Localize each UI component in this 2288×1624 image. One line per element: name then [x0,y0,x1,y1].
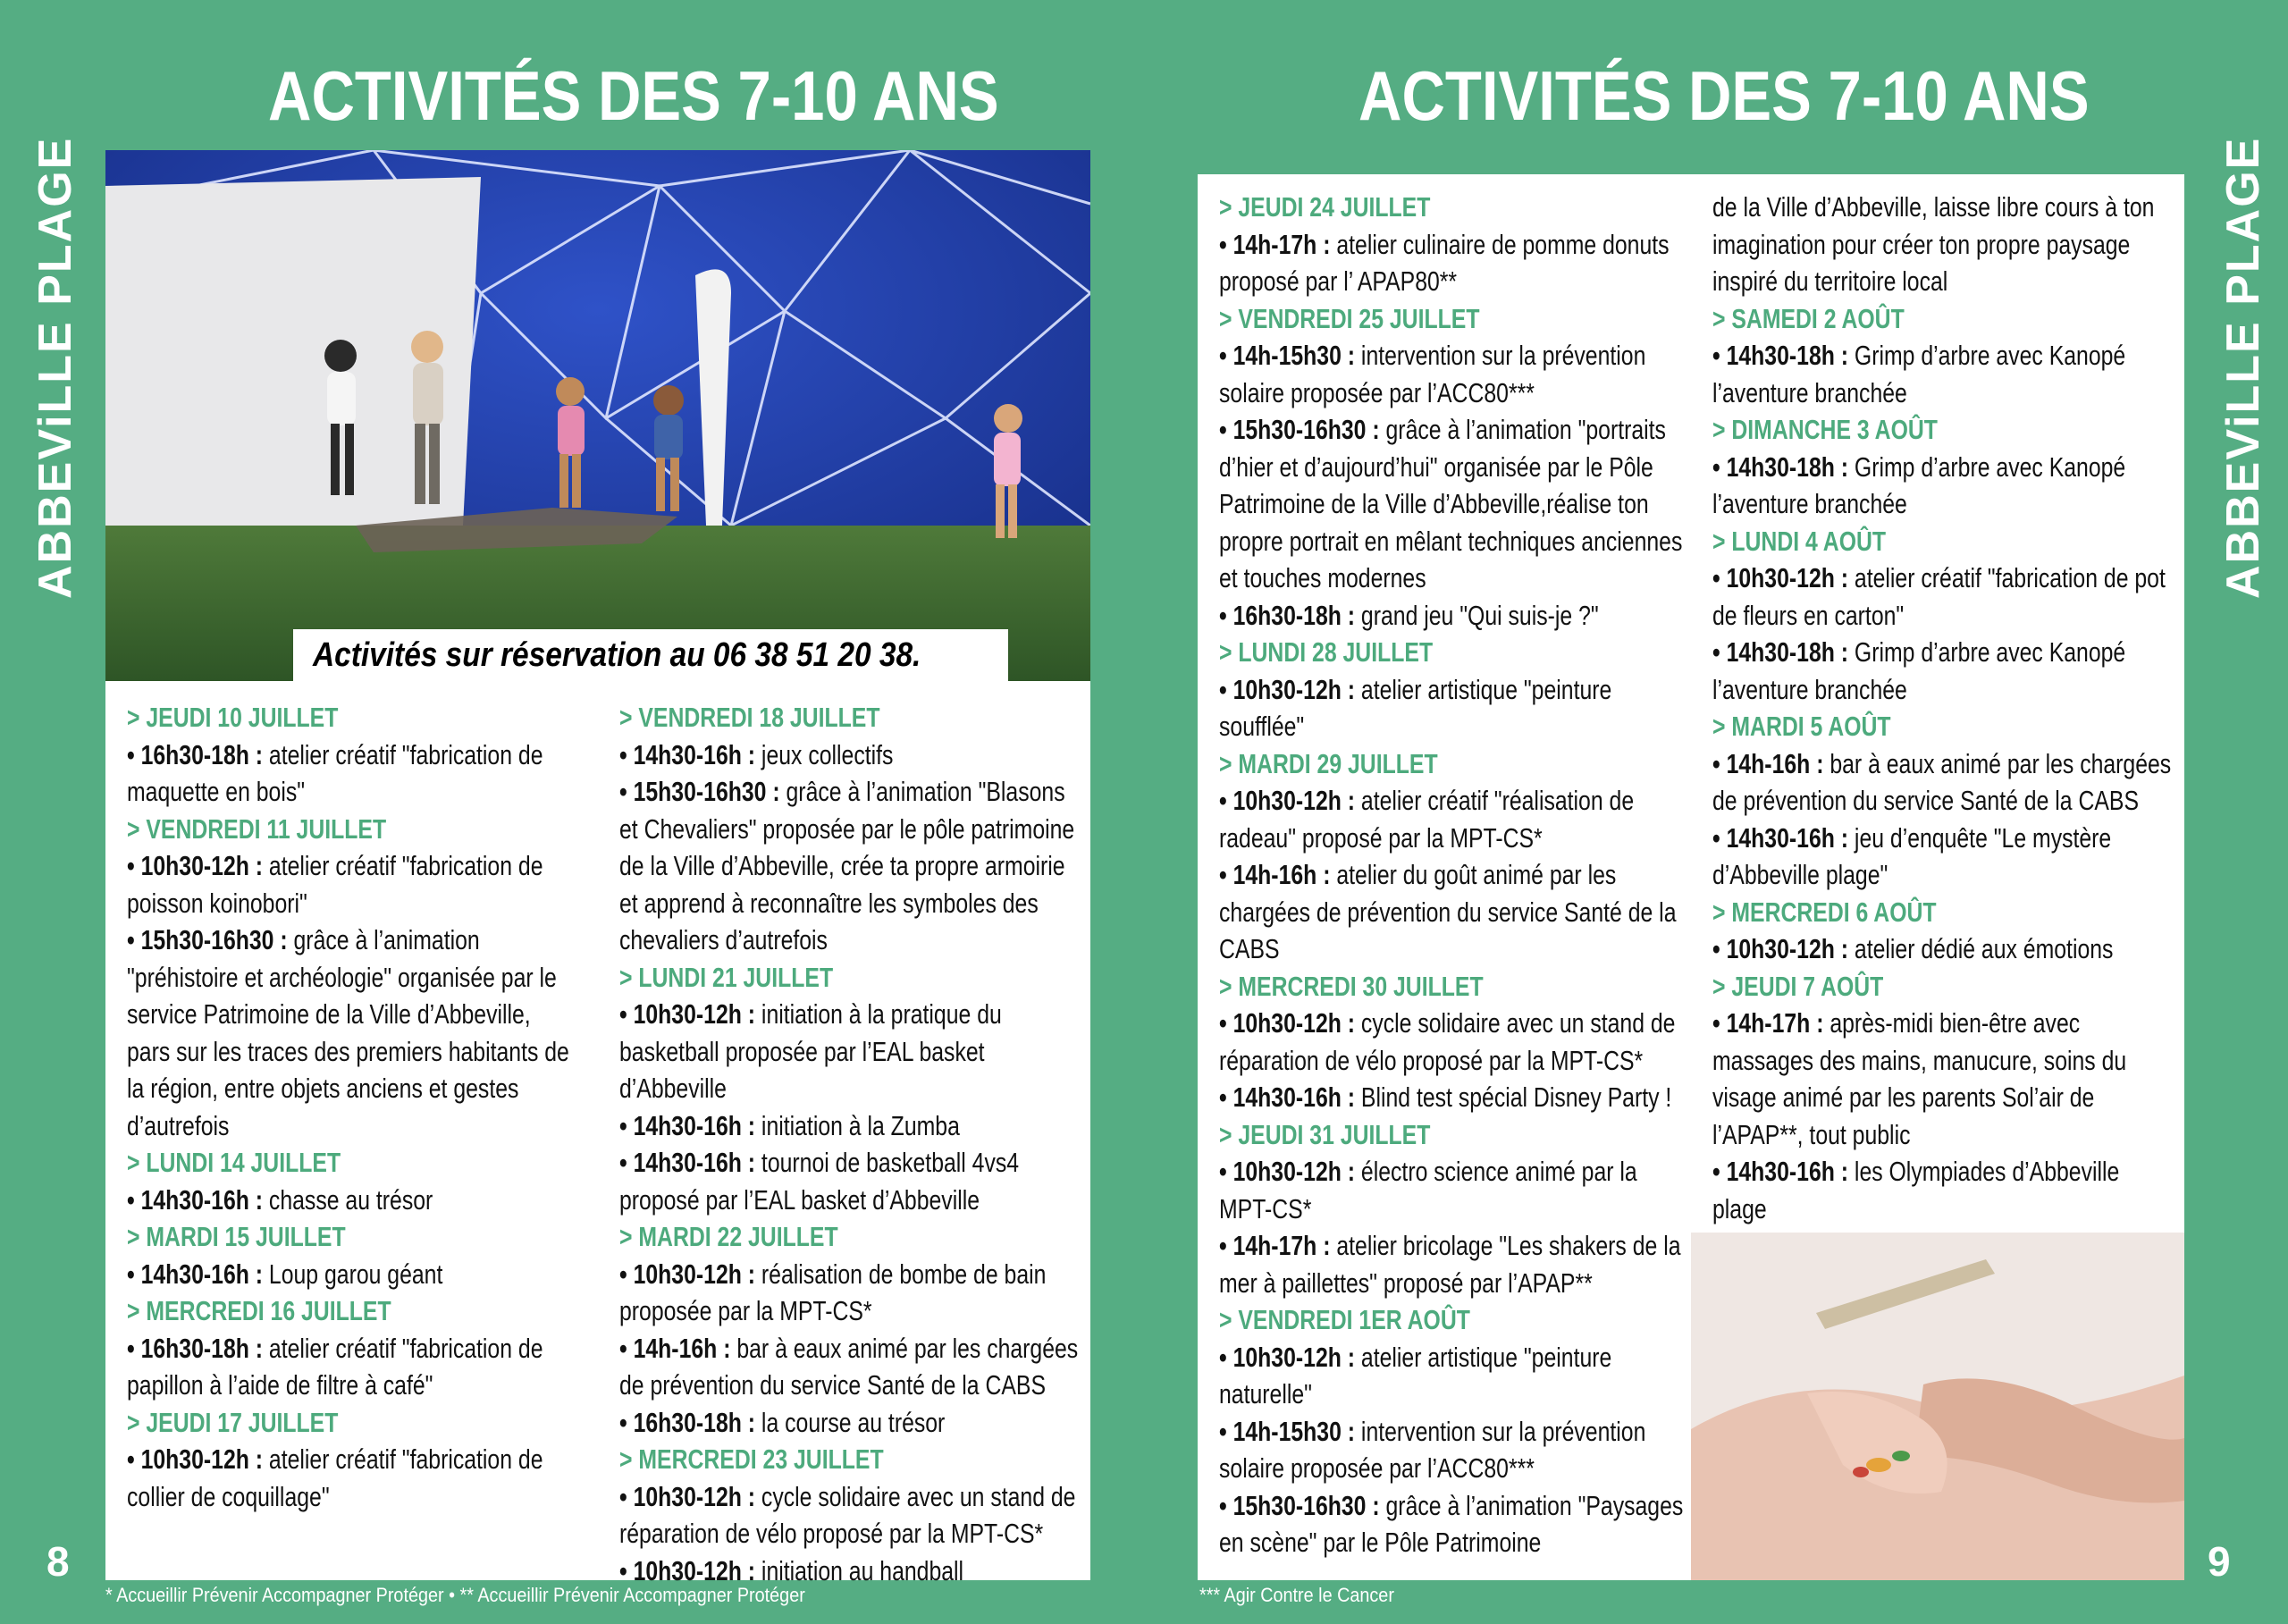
side-label: ABBEViLLE PLAGE [2217,136,2269,599]
day-heading: > MARDI 22 JUILLET [619,1221,838,1252]
activity-time: • 10h30-12h : [1219,1341,1356,1373]
activity-item [619,1144,1084,1218]
dome-photo-illustration [105,150,1090,681]
day-heading: > MERCREDI 30 JUILLET [1219,970,1484,1002]
column-content [619,699,1084,1589]
activity-time: • 10h30-12h : [1219,1007,1356,1039]
activity-item [127,1441,578,1515]
schedule-column-2 [1712,189,2177,1227]
activity-time: • 15h30-16h30 : [127,924,288,955]
activity-item [619,773,1084,959]
activity-time: • 14h30-16h : [619,1147,756,1178]
activity-time: • 10h30-12h : [1712,562,1849,593]
activity-description: Grimp d’arbre avec Kanopé l’aventure branchée [1712,340,2126,408]
activity-description: Blind test spécial Disney Party ! [1355,1081,1672,1113]
activity-description: initiation à la pratique du basketball proposée par l’EAL basket d’Abbeville [619,998,1002,1104]
day-heading: > LUNDI 14 JUILLET [127,1147,341,1178]
activity-description: électro science animé par la MPT-CS* [1219,1156,1637,1224]
activity-item [1219,411,1684,597]
day-heading: > VENDREDI 18 JUILLET [619,702,880,733]
activity-time: • 16h30-18h : [127,738,264,770]
page-title: ACTIVITÉS DES 7-10 ANS [1358,56,2090,135]
activity-description: jeux collectifs [755,738,894,770]
activity-item [127,847,578,921]
activity-description: grâce à l’animation "Paysages en scène" par le Pôle Patrimoine [1219,1489,1684,1558]
activity-time: • 14h30-16h : [127,1258,264,1290]
activity-item [1712,189,2177,300]
activity-time: • 14h-15h30 : [1219,340,1356,371]
activity-item [127,736,578,811]
day-heading: > LUNDI 21 JUILLET [619,961,834,993]
activity-item [1219,1227,1684,1301]
day-heading: > MERCREDI 16 JUILLET [127,1295,391,1326]
day-heading: > LUNDI 28 JUILLET [1219,636,1434,668]
activity-time: • 14h-16h : [1712,747,1824,779]
activity-item [1712,820,2177,894]
column-content [1712,189,2177,1227]
activity-item [1219,782,1684,856]
activity-description: atelier artistique "peinture naturelle" [1219,1341,1612,1409]
activity-time: • 14h-17h : [1712,1007,1824,1039]
activity-time: • 10h30-12h : [1219,785,1356,816]
activity-description: atelier créatif "réalisation de radeau" proposé par la MPT-CS* [1219,785,1635,854]
activity-time: • 14h-17h : [1219,1230,1331,1261]
activity-description: bar à eaux animé par les chargées de prévention du service Santé de la CABS [619,1332,1079,1401]
reservation-banner [293,629,1008,681]
activity-item [619,736,1084,774]
content-panel [105,150,1090,1586]
day-heading: > MERCREDI 23 JUILLET [619,1443,884,1475]
activity-time: • 14h-16h : [619,1332,731,1364]
activity-item [127,921,578,1144]
activity-item [1219,856,1684,968]
schedule-column-1 [1219,189,1684,1561]
activity-time: • 14h-15h30 : [1219,1415,1356,1447]
activity-item [1712,1005,2177,1153]
activity-description: Grimp d’arbre avec Kanopé l’aventure branchée [1712,450,2126,519]
manicure-photo-illustration [1691,1233,2184,1580]
side-label: ABBEViLLE PLAGE [29,136,81,599]
activity-time: • 10h30-12h : [127,1443,264,1475]
activity-description: atelier bricolage "Les shakers de la mer à paillettes" proposé par l’APAP** [1219,1230,1681,1299]
activity-time: • 10h30-12h : [1219,1156,1356,1187]
activity-item [1219,1413,1684,1487]
activity-description: chasse au trésor [263,1183,433,1216]
activity-time: • 14h30-16h : [1219,1081,1356,1113]
activity-item [619,1478,1084,1552]
activity-item [1712,634,2177,708]
activity-time: • 16h30-18h : [1219,599,1356,631]
activity-time: • 14h-17h : [1219,228,1331,260]
activity-description: cycle solidaire avec un stand de réparation de vélo proposé par la MPT-CS* [1219,1007,1676,1076]
activity-description: grand jeu "Qui suis-je ?" [1355,599,1599,631]
activity-time: • 16h30-18h : [127,1332,264,1364]
activity-time: • 15h30-16h30 : [1219,1489,1380,1521]
activity-item [1219,1339,1684,1413]
activity-item [1712,1153,2177,1227]
footnote: * Accueillir Prévenir Accompagner Protéger • ** Accueillir Prévenir Accompagner Protéger [105,1584,805,1606]
activity-description: atelier artistique "peinture soufflée" [1219,673,1612,742]
activity-item [1219,1005,1684,1079]
page-title: ACTIVITÉS DES 7-10 ANS [268,56,999,135]
column-content [127,699,578,1515]
activity-item [1219,597,1684,635]
activity-item [619,1256,1084,1330]
activity-time: • 10h30-12h : [619,1258,756,1290]
activity-item [1712,449,2177,523]
activity-time: • 10h30-12h : [127,850,264,881]
activity-item [619,1404,1084,1442]
activity-time: • 14h30-16h : [619,1109,756,1141]
activity-item [1219,337,1684,411]
activity-item [619,1107,1084,1145]
activity-item [127,1182,578,1219]
activity-description: jeu d’enquête "Le mystère d’Abbeville plage" [1712,821,2112,890]
activity-item [1219,671,1684,745]
activity-time: • 14h30-16h : [619,738,756,770]
activity-description: intervention sur la prévention solaire proposée par l’ACC80*** [1219,340,1646,408]
activity-description: de la Ville d’Abbeville, laisse libre cours à ton imagination pour créer ton propre paysage inspiré du territoire local [1712,191,2155,297]
activity-time: • 14h30-18h : [1712,450,1849,483]
day-heading: > MARDI 29 JUILLET [1219,747,1438,779]
page-number: 8 [46,1538,70,1585]
day-heading: > JEUDI 7 AOÛT [1712,970,1884,1002]
activity-description: grâce à l’animation "préhistoire et archéologie" organisée par le service Patrimoine de la Ville d’Abbeville, pars sur les traces des premiers habitants de la région, entre objets anciens et gestes d’autrefois [127,924,569,1141]
activity-time: • 10h30-12h : [619,998,756,1030]
day-heading: > JEUDI 17 JUILLET [127,1406,339,1438]
activity-description: cycle solidaire avec un stand de réparation de vélo proposé par la MPT-CS* [619,1480,1076,1549]
day-heading: > JEUDI 31 JUILLET [1219,1118,1431,1150]
column-content [1219,189,1684,1561]
day-heading: > VENDREDI 11 JUILLET [127,812,387,845]
right-page [1144,0,2288,1624]
activity-description: tournoi de basketball 4vs4 proposé par l’EAL basket d’Abbeville [619,1147,1020,1216]
activity-description: atelier créatif "fabrication de poisson koinobori" [127,850,543,919]
activity-time: • 14h30-16h : [127,1183,264,1216]
activity-time: • 14h30-18h : [1712,636,1849,668]
activity-description: Loup garou géant [263,1258,443,1290]
activity-description: initiation au handball [755,1554,964,1586]
activity-time: • 10h30-12h : [619,1480,756,1512]
activity-item [1712,560,2177,634]
activity-time: • 10h30-12h : [1712,933,1849,964]
reservation-text: Activités sur réservation au 06 38 51 20 38. [313,636,921,674]
activity-item [1219,1487,1684,1561]
day-heading: > DIMANCHE 3 AOÛT [1712,414,1938,445]
activity-item [1219,1153,1684,1227]
day-heading: > MERCREDI 6 AOÛT [1712,896,1937,928]
activity-description: grâce à l’animation "portraits d’hier et d’aujourd’hui" organisée par le Pôle Patrimoine de la Ville d’Abbeville,réalise ton propre portrait en mêlant techniques anciennes et touches modernes [1219,414,1683,593]
activity-time: • 14h30-16h : [1712,821,1849,854]
day-heading: > LUNDI 4 AOÛT [1712,525,1887,557]
activity-description: bar à eaux animé par les chargées de prévention du service Santé de la CABS [1712,747,2172,816]
activity-time: • 15h30-16h30 : [619,776,780,807]
activity-description: atelier créatif "fabrication de maquette en bois" [127,738,543,807]
activity-time: • 15h30-16h30 : [1219,414,1380,445]
activity-item [127,1256,578,1293]
activity-description: atelier créatif "fabrication de pot de fleurs en carton" [1712,562,2166,631]
activity-time: • 16h30-18h : [619,1406,756,1438]
day-heading: > MARDI 15 JUILLET [127,1221,346,1252]
day-heading: > VENDREDI 1ER AOÛT [1219,1304,1470,1335]
day-heading: > MARDI 5 AOÛT [1712,711,1891,742]
manicure-photo [1691,1233,2184,1580]
activity-description: réalisation de bombe de bain proposée par la MPT-CS* [619,1258,1047,1326]
activity-description: atelier créatif "fabrication de collier de coquillage" [127,1443,543,1512]
activity-description: grâce à l’animation "Blasons et Chevaliers" proposée par le pôle patrimoine de la Ville d’Abbeville, crée ta propre armoirie et apprend à reconnaître les symboles des chevaliers d’autrefois [619,776,1075,955]
schedule-column-2 [619,699,1084,1589]
activity-description: la course au trésor [755,1406,946,1438]
activity-item [127,1330,578,1404]
activity-description: atelier culinaire de pomme donuts proposé par l’ APAP80** [1219,228,1670,297]
activity-time: • 14h-16h : [1219,859,1331,890]
activity-description: intervention sur la prévention solaire proposée par l’ACC80*** [1219,1415,1646,1484]
activity-description: atelier du goût animé par les chargées de prévention du service Santé de la CABS [1219,859,1677,964]
activity-item [619,1330,1084,1404]
activity-item [1712,745,2177,820]
day-heading: > VENDREDI 25 JUILLET [1219,302,1480,334]
activity-description: Grimp d’arbre avec Kanopé l’aventure branchée [1712,636,2126,705]
activity-item [1712,337,2177,411]
activity-item [619,996,1084,1107]
activity-time: • 10h30-12h : [619,1554,756,1586]
activity-description: atelier créatif "fabrication de papillon à l’aide de filtre à café" [127,1332,543,1401]
day-heading: > JEUDI 24 JUILLET [1219,191,1431,223]
dome-photo [105,150,1090,681]
activity-description: initiation à la Zumba [755,1109,960,1141]
activity-item [1712,930,2177,968]
day-heading: > SAMEDI 2 AOÛT [1712,302,1905,334]
activity-description: après-midi bien-être avec massages des mains, manucure, soins du visage animé par les parents Sol’air de l’APAP**, tout public [1712,1007,2127,1150]
footnote: *** Agir Contre le Cancer [1199,1584,1394,1606]
activity-item [1219,1079,1684,1116]
schedule-column-1 [127,699,578,1515]
activity-description: les Olympiades d’Abbeville plage [1712,1156,2120,1224]
day-heading: > JEUDI 10 JUILLET [127,702,339,733]
page-number: 9 [2208,1538,2231,1585]
activity-time: • 14h30-16h : [1712,1156,1849,1187]
activity-item [1219,226,1684,300]
activity-description: atelier dédié aux émotions [1848,933,2114,964]
activity-time: • 10h30-12h : [1219,673,1356,705]
content-panel [1198,174,2184,1580]
activity-time: • 14h30-18h : [1712,340,1849,371]
